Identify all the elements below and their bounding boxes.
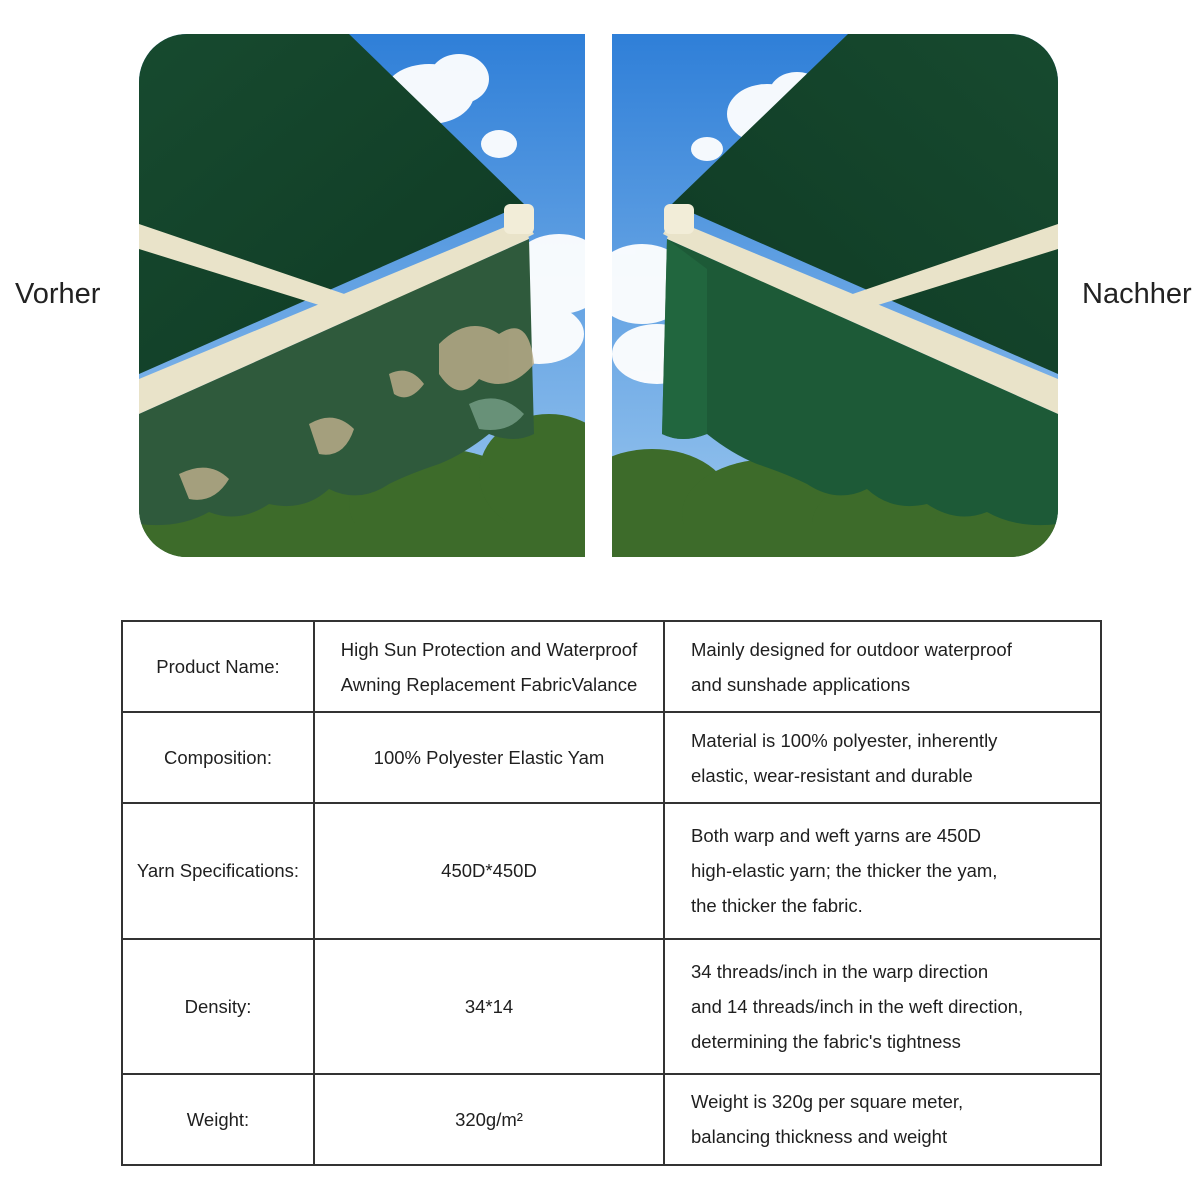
table-row [122,621,1101,712]
row-value: 320g/m² [314,1074,664,1165]
row-value: 100% Polyester Elastic Yam [314,712,664,803]
row-description: Material is 100% polyester, inherently elastic, wear-resistant and durable [664,712,1101,803]
row-description: Mainly designed for outdoor waterproof and sunshade applications [664,621,1101,712]
row-name: Density: [122,939,314,1074]
row-name: Yarn Specifications: [122,803,314,938]
before-label: Vorher [15,278,101,310]
after-label: Nachher [1082,278,1192,310]
row-value: 450D*450D [314,803,664,938]
table-row [122,1074,1101,1165]
row-description: Both warp and weft yarns are 450D high-elastic yarn; the thicker the yam, the thicker the fabric. [664,803,1101,938]
row-value: High Sun Protection and Waterproof Awning Replacement FabricValance [314,621,664,712]
before-photo [139,34,585,557]
row-description: 34 threads/inch in the warp direction and 14 threads/inch in the weft direction, determining the fabric's tightness [664,939,1101,1074]
table-row [122,712,1101,803]
row-name: Product Name: [122,621,314,712]
spec-table [121,620,1102,1166]
row-name: Weight: [122,1074,314,1165]
row-value: 34*14 [314,939,664,1074]
table-row [122,803,1101,938]
row-name: Composition: [122,712,314,803]
row-description: Weight is 320g per square meter, balancing thickness and weight [664,1074,1101,1165]
table-row [122,939,1101,1074]
after-photo [612,34,1058,557]
